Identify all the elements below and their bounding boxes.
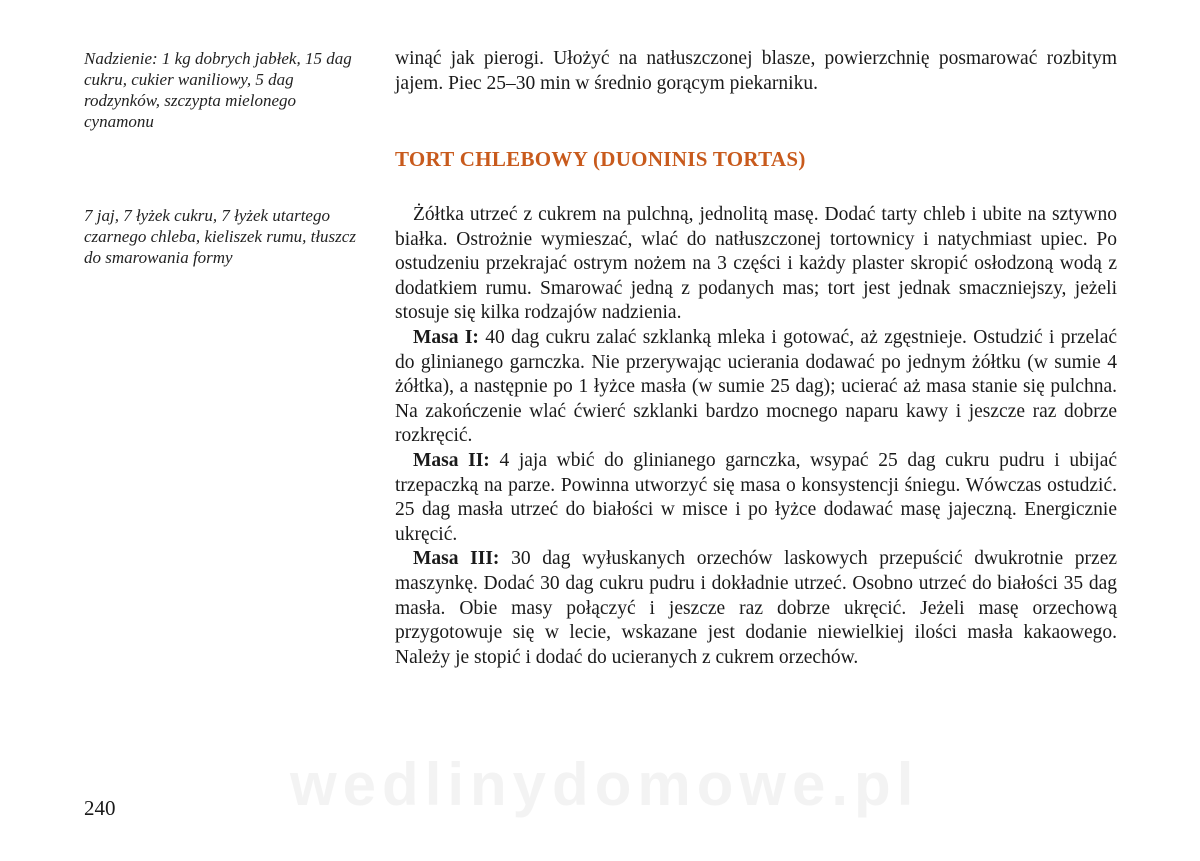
- recipe-paragraph-masa-3: [395, 547, 1117, 670]
- masa-1-label: Masa I:: [413, 326, 479, 348]
- page-number: 240: [84, 796, 116, 820]
- recipe-paragraph-masa-2: [395, 449, 1117, 547]
- masa-2-text: 4 jaja wbić do glinianego garnczka, wsypać 25 dag cukru pudru i ubijać trzepaczką na parze. Powinna utworzyć się masa o konsystencji śniegu. Wówczas ostudzić. 25 dag masła utrzeć do białości w misce i po łyżce dodawać masę jajeczną. Energicznie ukręcić.: [395, 449, 1118, 545]
- recipe-paragraph-masa-1: [395, 326, 1117, 449]
- recipe-title: TORT CHLEBOWY (DUONINIS TORTAS): [395, 147, 806, 171]
- ingredients-note-filling-text: Nadzienie: 1 kg dobrych jabłek, 15 dag cukru, cukier waniliowy, 5 dag rodzynków, szczypta mielonego cynamonu: [84, 49, 352, 131]
- masa-3-label: Masa III:: [413, 548, 500, 570]
- watermark: wedlinydomowe.pl: [290, 751, 920, 818]
- masa-1-text: 40 dag cukru zalać szklanką mleka i gotować, aż zgęstnieje. Ostudzić i przelać do glinianego garnczka. Nie przerywając ucierania dodawać po jednym żółtku (w sumie 4 żółtka), a następnie po 1 łyżce masła (w sumie 25 dag); ucierać aż masa stanie się pulchna. Na zakończenie wlać ćwierć szklanki bardzo mocnego naparu kawy i jeszcze raz dobrze rozkręcić.: [395, 326, 1118, 447]
- masa-3-text: 30 dag wyłuskanych orzechów laskowych przepuścić dwukrotnie przez maszynkę. Dodać 30 dag cukru pudru i dokładnie utrzeć. Osobno utrzeć do białości 35 dag masła. Obie masy połączyć i jeszcze raz dobrze ukręcić. Jeżeli masę orzechową przygotowuje się w lecie, wskazane jest dodanie niewielkiej ilości masła kakaowego. Należy je stopić i dodać do ucieranych z cukrem orzechów.: [395, 548, 1118, 668]
- recipe-paragraph-main: Żółtka utrzeć z cukrem na pulchną, jednolitą masę. Dodać tarty chleb i ubite na sztywno białka. Ostrożnie wymieszać, wlać do natłuszczonej tortownicy i natychmiast upiec. Po ostudzeniu przekrajać ostrym nożem na 3 części i każdy plaster skropić osłodzoną wodą z dodatkiem rumu. Smarować jedną z podanych mas; tort jest jednak smaczniejszy, jeżeli stosuje się kilka rodzajów nadzienia.: [395, 204, 1117, 324]
- masa-2-label: Masa II:: [413, 449, 490, 471]
- ingredients-note-cake: [84, 205, 360, 268]
- ingredients-note-filling: [84, 48, 360, 132]
- ingredients-note-cake-text: 7 jaj, 7 łyżek cukru, 7 łyżek utartego czarnego chleba, kieliszek rumu, tłuszcz do smarowania formy: [84, 206, 356, 267]
- intro-text: winąć jak pierogi. Ułożyć na natłuszczonej blasze, powierzchnię posmarować rozbitym jajem. Piec 25–30 min w średnio gorącym piekarniku.: [395, 48, 1117, 94]
- recipe-body: [395, 203, 1117, 670]
- intro-paragraph: [395, 47, 1117, 96]
